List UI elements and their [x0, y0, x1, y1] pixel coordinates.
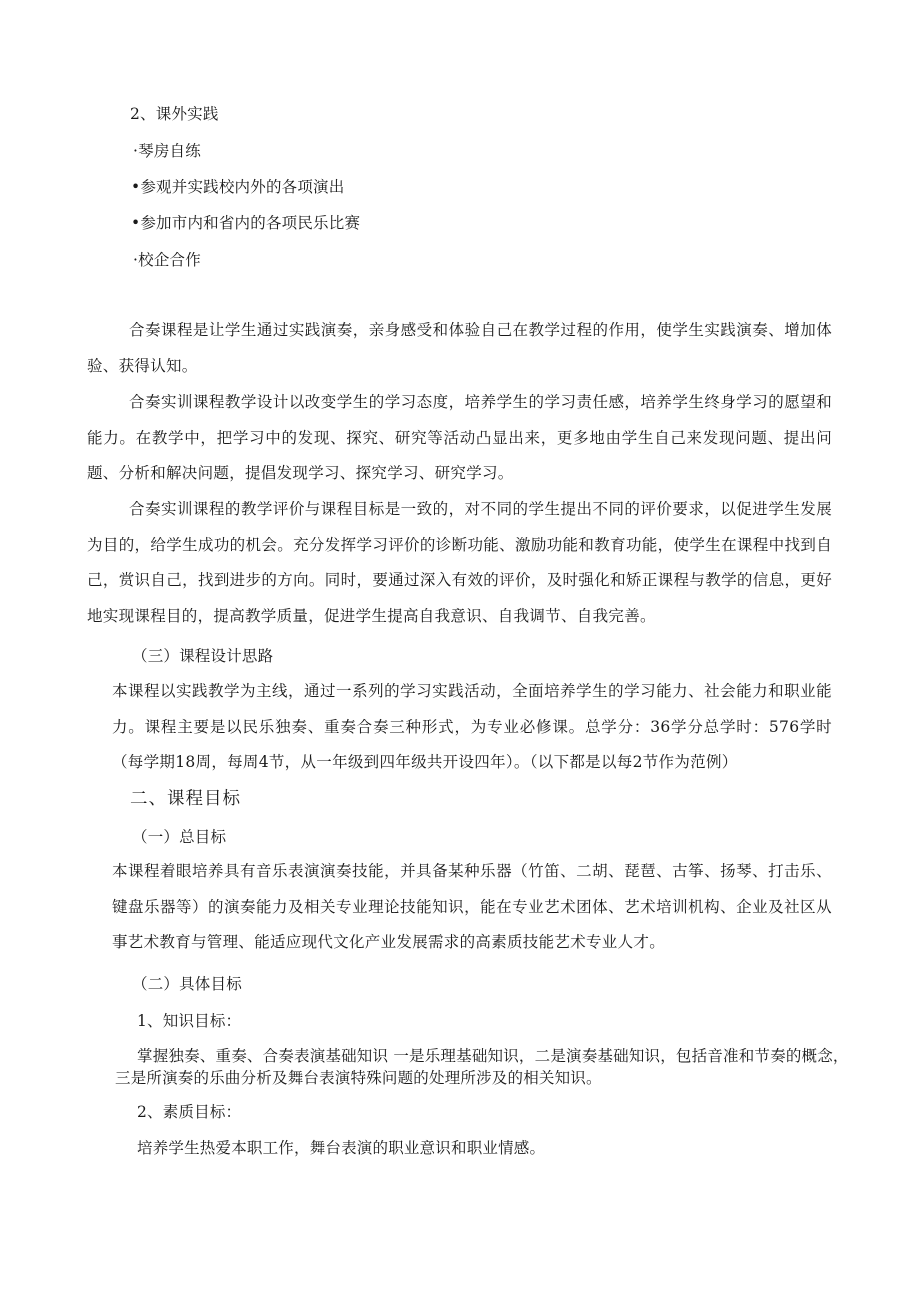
quality-goal-text: 培养学生热爱本职工作，舞台表演的职业意识和职业情感。 [137, 1139, 546, 1157]
practice-item: •参观并实践校内外的各项演出 [131, 178, 345, 196]
paragraph-evaluation: 合奏实训课程的教学评价与课程目标是一致的，对不同的学生提出不同的评价要求，以促进学生发展为目的，给学生成功的机会。充分发挥学习评价的诊断功能、激励功能和教育功能，使学生在课程中找到自己，赏识自己，找到进步的方向。同时，要通过深入有效的评价，及时强化和矫正课程与教学的信息，更好地实现课程目的，提高教学质量，促进学生提高自我意识、自我调节、自我完善。 [87, 500, 832, 625]
design-heading: （三）课程设计思路 [132, 647, 274, 665]
knowledge-goal-heading: 1、知识目标： [137, 1012, 242, 1030]
goals-heading: 二、课程目标 [130, 789, 241, 809]
practice-item: ·校企合作 [133, 251, 201, 269]
specific-goal-heading: （二）具体目标 [132, 975, 242, 993]
paragraph-general-goal [112, 854, 832, 961]
general-goal-heading: （一）总目标 [132, 828, 227, 846]
quality-goal-heading: 2、素质目标： [137, 1103, 242, 1121]
practice-item: ·琴房自练 [133, 142, 201, 160]
paragraph-teaching-design: 合奏实训课程教学设计以改变学生的学习态度，培养学生的学习责任感，培养学生终身学习的愿望和能力。在教学中，把学习中的发现、探究、研究等活动凸显出来，更多地由学生自己来发现问题、提出问题、分析和解决问题，提倡发现学习、探究学习、研究学习。 [87, 393, 832, 482]
paragraph-ensemble-intro: 合奏课程是让学生通过实践演奏，亲身感受和体验自己在教学过程的作用，使学生实践演奏、增加体验、获得认知。 [87, 321, 832, 375]
practice-item: •参加市内和省内的各项民乐比赛 [131, 214, 361, 232]
knowledge-goal-line: 三是所演奏的乐曲分析及舞台表演特殊问题的处理所涉及的相关知识。 [115, 1069, 602, 1087]
knowledge-goal-line: 掌握独奏、重奏、合奏表演基础知识 一是乐理基础知识，二是演奏基础知识，包括音准和节奏的概念， [137, 1047, 849, 1065]
practice-heading: 2、课外实践 [130, 105, 219, 123]
design-text: 本课程以实践教学为主线，通过一系列的学习实践活动，全面培养学生的学习能力、社会能力和职业能力。课程主要是以民乐独奏、重奏合奏三种形式，为专业必修课。总学分：36学分总学时：576学时（每学期18周，每周4节，从一年级到四年级共开设四年）。（以下都是以每2节作为范例） [112, 682, 832, 771]
paragraph-design-idea [112, 674, 832, 781]
general-goal-text: 本课程着眼培养具有音乐表演演奏技能，并具备某种乐器（竹笛、二胡、琵琶、古筝、扬琴、打击乐、键盘乐器等）的演奏能力及相关专业理论技能知识，能在专业艺术团体、艺术培训机构、企业及社区从事艺术教育与管理、能适应现代文化产业发展需求的高素质技能艺术专业人才。 [112, 862, 832, 951]
